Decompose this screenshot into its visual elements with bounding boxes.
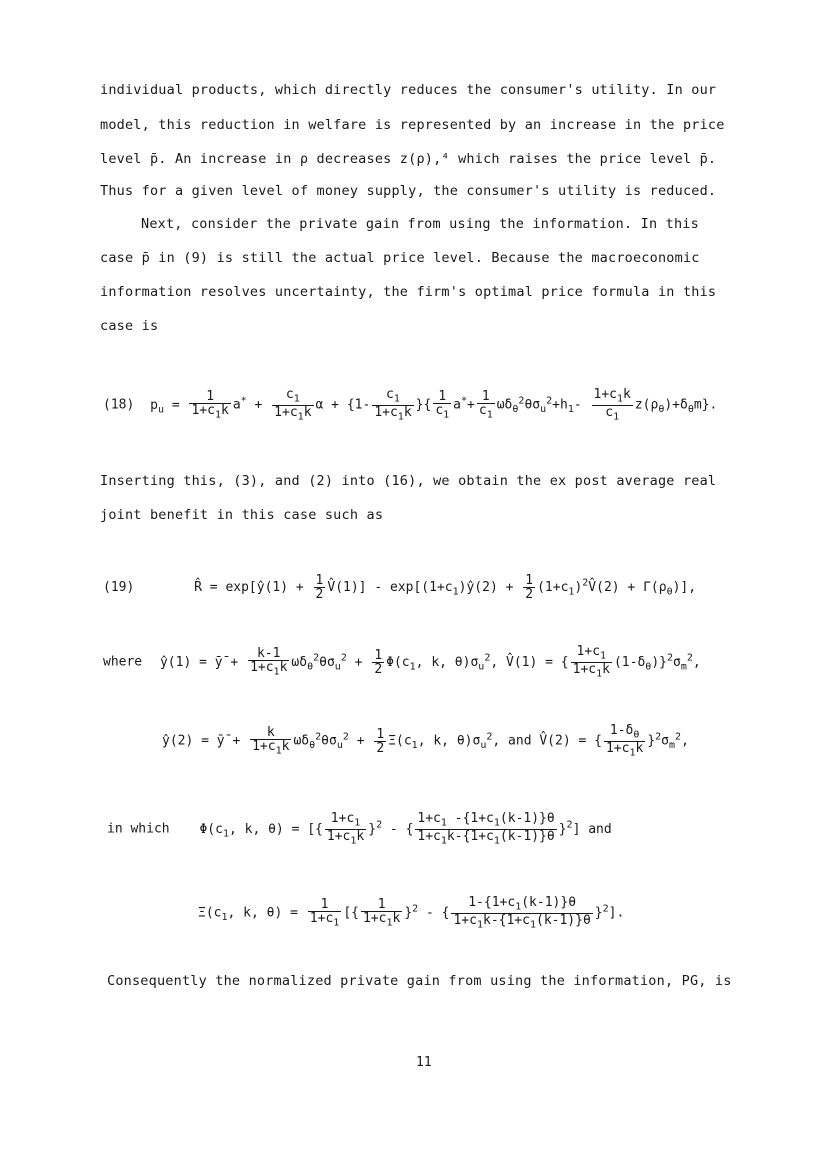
body-line: individual products, which directly reduces the consumer's utility. In our <box>100 82 717 98</box>
equation-number: (18) <box>103 397 135 413</box>
body-line: Thus for a given level of money supply, the consumer's utility is reduced. <box>100 183 717 199</box>
equation-18: (18) $p_u$ = $\frac{1}{1+c_1k}$ a* + $\frac{c_1}{1+c_1k}$ α + {1- $\frac{c_1}{1+c_1k}$ }{ $\frac{1}{c_1}$ a*+ $\frac{1}{c_1}$ $\omega\delta_\theta^2\theta\sigma_u^2+h_1-$ $\frac{1+c_1k}{c_1}$ $z(\rho_\theta)+\delta_\theta m$}. <box>103 387 718 423</box>
body-line: Inserting this, (3), and (2) into (16), we obtain the ex post average real <box>100 473 717 489</box>
body-line: joint benefit in this case such as <box>100 507 384 523</box>
body-line: Next, consider the private gain from using the information. In this <box>141 216 699 232</box>
equation-number: (19) <box>103 580 135 595</box>
equation-phi: in which $\Phi(c_1$, k, θ) = [{ $\frac{1+c_1}{1+c_1k}$ }$^2$ - { $\frac{1+c_1 -\{1+c_1(k-1)\}\theta}{1+c_1k-\{1+c_1(k-1)\}\theta}$ }$^2$] and <box>107 811 612 847</box>
body-line: information resolves uncertainty, the firm's optimal price formula in this <box>100 284 717 300</box>
equation-19: (19) R̂ = exp[ŷ(1) + $\frac{1}{2}$ V̂(1)] - $\exp[(1+c_1)ŷ(2)$ + $\frac{1}{2}$ $(1+c_1)^2V̂(2) + \Gamma(\rho_\theta)$], <box>103 573 697 602</box>
page-number: 11 <box>416 1055 432 1070</box>
body-line: model, this reduction in welfare is represented by an increase in the price <box>100 117 725 133</box>
body-line: case p̄ in (9) is still the actual price level. Because the macroeconomic <box>100 250 700 266</box>
in-which-word: in which <box>107 821 170 837</box>
equation-xi: $\Xi(c_1$, k, θ) = $\frac{1}{1+c_1}$ [{ $\frac{1}{1+c_1k}$ }$^2$ - { $\frac{1-\{1+c_1(k-1)\}\theta}{1+c_1k-\{1+c_1(k-1)\}\theta}$ }$^2$]. <box>198 895 625 931</box>
body-line: level p̄. An increase in ρ decreases z(ρ),⁴ which raises the price level p̄. <box>100 151 717 167</box>
body-line: Consequently the normalized private gain from using the information, PG, is <box>107 973 732 989</box>
where-word: where <box>103 654 143 670</box>
equation-y1: where ŷ(1) = ȳ̄ + $\frac{k-1}{1+c_1k}$ $\omega\delta_\theta^2\theta\sigma_u^2$ + $\frac{1}{2}$ $\Phi(c_1$, k, $\theta)\sigma_u^2$, V̂(1) = { $\frac{1+c_1}{1+c_1k}$ $(1-\delta_\theta)\}^2\sigma_m^2$, <box>103 644 701 680</box>
equation-y2: ŷ(2) = ȳ̄ + $\frac{k}{1+c_1k}$ $\omega\delta_\theta^2\theta\sigma_u^2$ + $\frac{1}{2}$ $\Xi(c_1$, k, $\theta)\sigma_u^2$, and V̂(2) = { $\frac{1-\delta_\theta}{1+c_1k}$ }$^2\sigma_m^2$, <box>162 723 689 759</box>
body-line: case is <box>100 318 159 334</box>
